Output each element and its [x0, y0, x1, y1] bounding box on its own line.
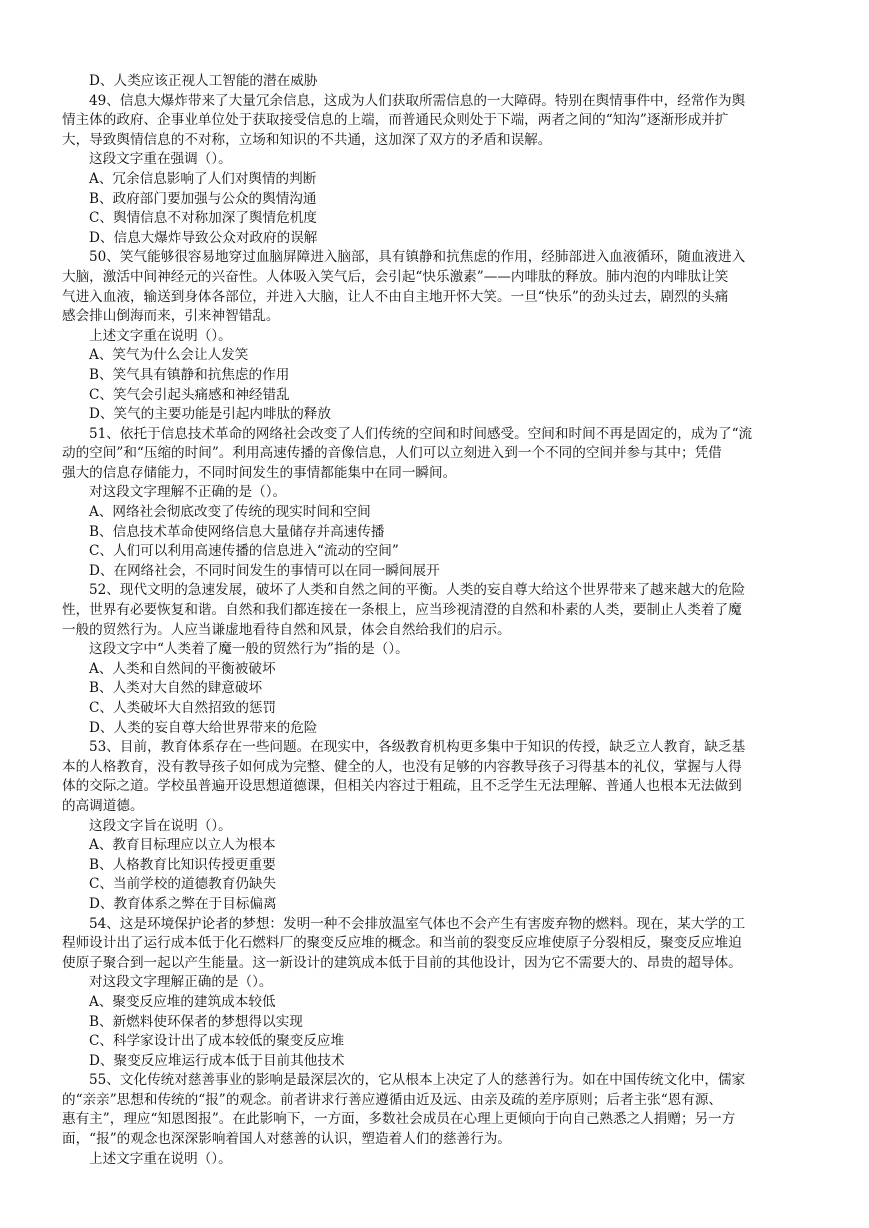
text-line: A、教育目标理应以立人为根本	[89, 837, 276, 854]
question-paragraph-start: 54、这是环境保护论者的梦想：发明一种不会排放温室气体也不会产生有害废弃物的燃料。现在，某大学的工	[89, 915, 746, 932]
text-line: B、新燃料使环保者的梦想得以实现	[89, 1013, 303, 1030]
text-line: C、人类破坏大自然招致的惩罚	[89, 700, 277, 716]
text-line: C、舆情信息不对称加深了舆情危机度	[89, 210, 317, 227]
text-line: D、教育体系之弊在于目标偏离	[89, 895, 277, 912]
text-line: C、当前学校的道德教育仍缺失	[89, 876, 277, 893]
text-line: 这段文字中“人类着了魔一般的贸然行为”指的是（）。	[89, 641, 409, 658]
question-paragraph-line: 动的空间”和“压缩的时间”。利用高速传播的音像信息，人们可以立刻进入到一个不同的空间并参与其中；凭借	[62, 445, 722, 462]
text-line: B、政府部门要加强与公众的舆情沟通	[89, 190, 317, 207]
question-paragraph-line: 一般的贸然行为。人应当谦虚地看待自然和风景，体会自然给我们的启示。	[62, 621, 511, 638]
text-line: 这段文字旨在说明（）。	[89, 817, 232, 834]
text-line: D、聚变反应堆运行成本低于目前其他技术	[89, 1052, 345, 1069]
question-paragraph-line: 气进入血液，输送到身体各部位，并进入大脑，让人不由自主地开怀大笑。一旦“快乐”的劲头过去，剧烈的头痛	[62, 288, 729, 305]
question-paragraph-start: 55、文化传统对慈善事业的影响是最深层次的，它从根本上决定了人的慈善行为。如在中国传统文化中，儒家	[89, 1072, 746, 1089]
text-line: 对这段文字理解正确的是（）。	[89, 974, 273, 991]
question-paragraph-line: 的“亲亲”思想和传统的“报”的观念。前者讲求行善应遵循由近及远、由亲及疏的差序原则；后者主张“恩有源、	[62, 1091, 723, 1108]
question-paragraph-line: 面，“报”的观念也深深影响着国人对慈善的认识，塑造着人们的慈善行为。	[62, 1131, 511, 1148]
text-line: C、科学家设计出了成本较低的聚变反应堆	[89, 1033, 345, 1050]
question-paragraph-line: 体的交际之道。学校虽普遍开设思想道德课，但相关内容过于粗疏，且不乏学生无法理解、普通人也根本无法做到	[62, 778, 742, 795]
question-paragraph-line: 大，导致舆情信息的不对称，立场和知识的不共通，这加深了双方的矛盾和误解。	[62, 131, 552, 148]
text-line: 上述文字重在说明（）。	[89, 1150, 232, 1167]
question-paragraph-line: 感会排山倒海而来，引来神智错乱。	[62, 308, 280, 325]
question-paragraph-line: 使原子聚合到一起以产生能量。这一新设计的建筑成本低于目前的其他设计，因为它不需要大的、昂贵的超导体。	[62, 954, 742, 971]
text-line: A、冗余信息影响了人们对舆情的判断	[89, 170, 317, 187]
text-line: B、信息技术革命使网络信息大量储存并高速传播	[89, 523, 385, 540]
question-paragraph-line: 的高调道德。	[62, 797, 144, 814]
text-line: D、在网络社会，不同时间发生的事情可以在同一瞬间展开	[89, 562, 440, 579]
question-paragraph-line: 程师设计出了运行成本低于化石燃料厂的聚变反应堆的概念。和当前的裂变反应堆使原子分裂相反，聚变反应堆迫	[62, 935, 742, 952]
question-paragraph-start: 49、信息大爆炸带来了大量冗余信息，这成为人们获取所需信息的一大障碍。特别在舆情事件中，经常作为舆	[89, 92, 746, 109]
text-line: 对这段文字理解不正确的是（）。	[89, 484, 287, 501]
text-line: D、笑气的主要功能是引起内啡肽的释放	[89, 406, 331, 423]
text-line: 上述文字重在说明（）。	[89, 327, 232, 344]
text-line: D、人类的妄自尊大给世界带来的危险	[89, 719, 318, 736]
text-line: A、网络社会彻底改变了传统的现实时间和空间	[89, 504, 371, 521]
text-line: B、人类对大自然的肆意破坏	[89, 680, 263, 697]
question-paragraph-line: 大脑，激活中间神经元的兴奋性。人体吸入笑气后，会引起“快乐激素”——内啡肽的释放。肺内泡的内啡肽让笑	[62, 268, 729, 285]
question-paragraph-line: 本的人格教育，没有教导孩子如何成为完整、健全的人，也没有足够的内容教导孩子习得基本的礼仪，掌握与人得	[62, 758, 742, 775]
text-line: C、人们可以利用高速传播的信息进入“流动的空间”	[89, 543, 399, 560]
question-paragraph-line: 惠有主”，理应“知恩图报”。在此影响下，一方面，多数社会成员在心理上更倾向于向自己熟悉之人捐赠；另一方	[62, 1111, 736, 1128]
text-line: A、聚变反应堆的建筑成本较低	[89, 993, 276, 1010]
text-line: B、笑气具有镇静和抗焦虑的作用	[89, 366, 290, 383]
text-line: A、人类和自然间的平衡被破坏	[89, 660, 276, 677]
question-paragraph-start: 52、现代文明的急速发展，破坏了人类和自然之间的平衡。人类的妄自尊大给这个世界带来了越来越大的危险	[89, 582, 746, 599]
text-line: C、笑气会引起头痛感和神经错乱	[89, 386, 290, 403]
question-paragraph-start: 50、笑气能够很容易地穿过血脑屏障进入脑部，具有镇静和抗焦虑的作用，经肺部进入血液循环，随血液进入	[89, 249, 746, 266]
question-paragraph-line: 情主体的政府、企事业单位处于获取接受信息的上端，而普通民众则处于下端，两者之间的“知沟”逐渐形成并扩	[62, 112, 729, 129]
text-line: B、人格教育比知识传授更重要	[89, 856, 276, 873]
question-paragraph-start: 51、依托于信息技术革命的网络社会改变了人们传统的空间和时间感受。空间和时间不再是固定的，成为了“流	[89, 425, 753, 442]
text-line: D、信息大爆炸导致公众对政府的误解	[89, 229, 318, 246]
text-line: 这段文字重在强调（）。	[89, 151, 232, 168]
question-paragraph-line: 性，世界有必要恢复和谐。自然和我们都连接在一条根上，应当珍视清澄的自然和朴素的人类，要制止人类着了魔	[62, 602, 742, 619]
text-line: D、人类应该正视人工智能的潜在威胁	[89, 73, 318, 89]
question-paragraph-start: 53、目前，教育体系存在一些问题。在现实中，各级教育机构更多集中于知识的传授，缺乏立人教育，缺乏基	[89, 739, 746, 756]
text-line: A、笑气为什么会让人发笑	[89, 347, 249, 364]
question-paragraph-line: 强大的信息存储能力，不同时间发生的事情都能集中在同一瞬间。	[62, 464, 457, 481]
